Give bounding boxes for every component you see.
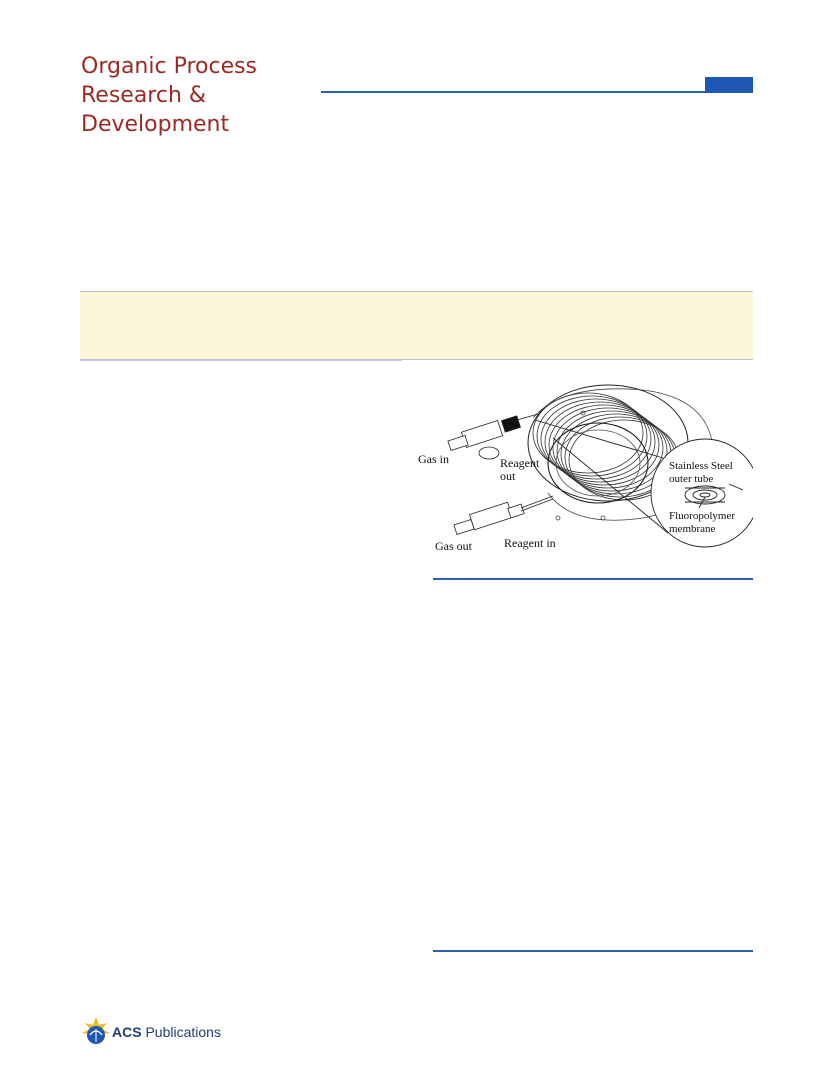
label-outer-tube-line-2: outer tube: [669, 473, 714, 485]
label-membrane-line-1: Fluoropolymer: [669, 510, 735, 522]
bottom-connector: [454, 496, 553, 535]
abstract-band: [80, 291, 753, 360]
journal-title-line-2: Research &: [81, 83, 207, 108]
acs-logo-icon: [80, 1015, 112, 1051]
publisher-acs: ACS: [112, 1024, 142, 1040]
top-connector: [448, 414, 538, 459]
membrane-reactor-figure: [413, 378, 753, 560]
header-accent-block: [705, 77, 753, 93]
figure-caption-rule-top: [433, 578, 753, 580]
journal-title-line-1: Organic Process: [81, 54, 258, 79]
label-gas-in: Gas in: [418, 452, 449, 466]
publisher-wordmark: [112, 1024, 221, 1040]
label-reagent-out-line-2: out: [500, 469, 516, 483]
figure-caption-rule-bottom: [433, 950, 753, 952]
publisher-publications: Publications: [145, 1024, 221, 1040]
left-column-rule: [80, 360, 402, 361]
journal-title-line-3: Development: [81, 112, 230, 137]
journal-title: [81, 52, 301, 139]
label-outer-tube-line-1: Stainless Steel: [669, 460, 733, 472]
label-gas-out: Gas out: [435, 539, 472, 553]
label-reagent-out-line-1: Reagent: [500, 456, 540, 470]
header-rule: [321, 91, 753, 93]
label-membrane-line-2: membrane: [669, 523, 716, 535]
label-reagent-in: Reagent in: [504, 536, 556, 550]
